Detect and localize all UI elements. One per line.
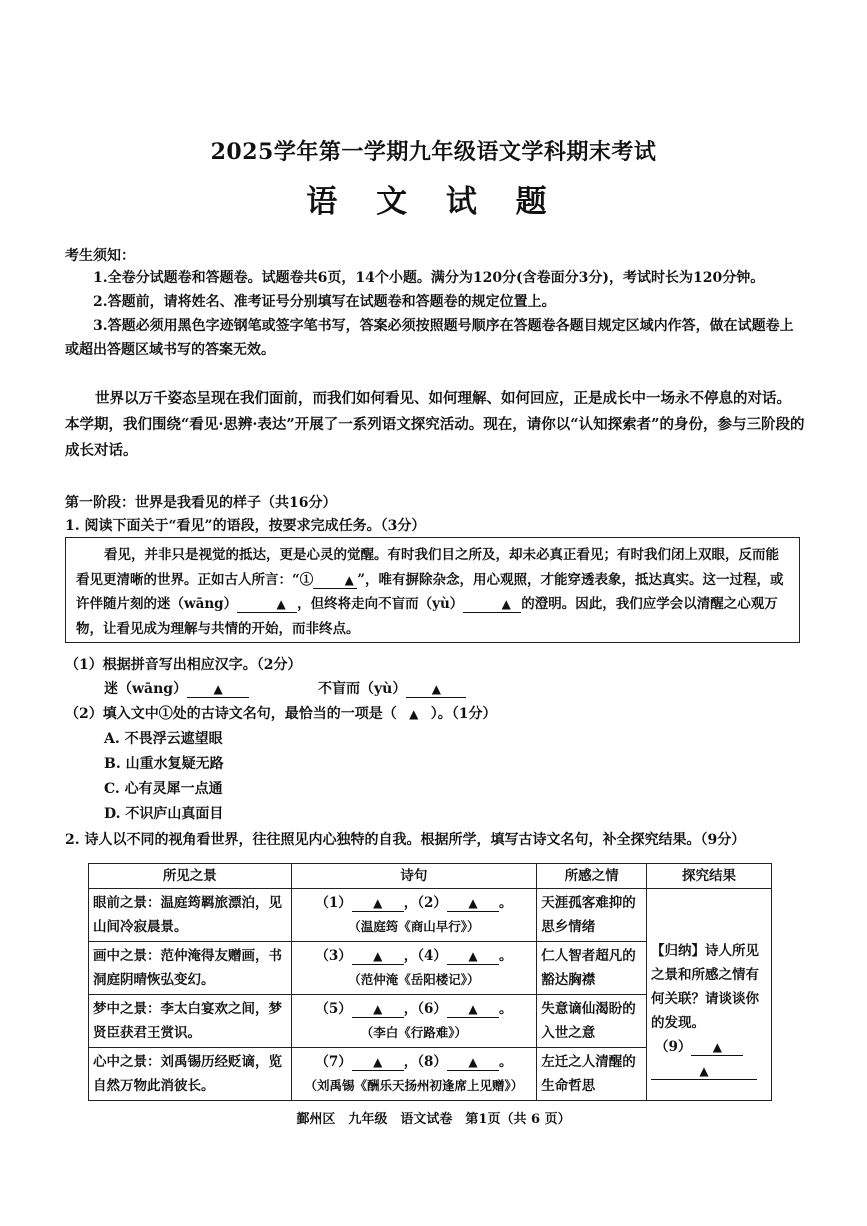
q2-stem: 2. 诗人以不同的视角看世界，往往照见内心独特的自我。根据所学，填写古诗文名句，补全探究结果。（9分）	[65, 832, 746, 848]
col-header: 所见之景	[89, 864, 292, 889]
notice-heading: 考生须知：	[65, 248, 135, 264]
reading-passage-box	[65, 537, 800, 643]
answer-blank[interactable]: ▲	[352, 1001, 404, 1018]
answer-blank[interactable]: ▲	[447, 948, 499, 965]
scene-cell: 梦中之景：李太白宴欢之间，梦贤臣获君王赏识。	[89, 995, 292, 1048]
poem-source: （温庭筠《商山早行》）	[348, 919, 480, 934]
table-row	[89, 889, 772, 942]
answer-blank[interactable]: ▲	[406, 681, 466, 698]
poem-cell: （7） ▲ ，（8） ▲ 。 （刘禹锡《酬乐天扬州初逢席上见赠》）	[291, 1048, 537, 1101]
notice-list	[65, 266, 805, 362]
result-text: 【归纳】诗人所见之景和所感之情有何关联？请谈谈你的发现。	[651, 943, 759, 1031]
exam-title: 2025学年第一学期九年级语文学科期末考试	[210, 139, 657, 165]
q1-sub1-a: 迷（wāng） ▲	[104, 678, 249, 698]
answer-blank[interactable]: ▲	[237, 596, 297, 613]
answer-blank[interactable]: ▲	[691, 1039, 743, 1056]
q1-stem: 1. 阅读下面关于“看见”的语段，按要求完成任务。（3分）	[65, 518, 426, 534]
feeling-cell: 仁人智者超凡的豁达胸襟	[537, 942, 647, 995]
feeling-cell: 天涯孤客难抑的思乡情绪	[537, 889, 647, 942]
answer-blank[interactable]: ▲	[447, 1054, 499, 1071]
answer-blank[interactable]: ▲	[447, 1001, 499, 1018]
exam-subtitle: 语 文 试 题	[306, 184, 561, 220]
answer-blank[interactable]: ▲	[352, 895, 404, 912]
option-a: A. 不畏浮云遮望眼	[104, 731, 223, 747]
answer-blank[interactable]: ▲	[187, 681, 249, 698]
option-c: C. 心有灵犀一点通	[104, 781, 223, 797]
inquiry-table	[88, 863, 772, 1101]
table-header-row	[89, 864, 772, 889]
poem-source: （刘禹锡《酬乐天扬州初逢席上见赠》）	[304, 1078, 524, 1093]
stage1-title: 第一阶段：世界是我看见的样子（共16分）	[65, 495, 337, 511]
poem-source: （李白《行路难》）	[360, 1025, 468, 1040]
option-d: D. 不识庐山真面目	[104, 806, 224, 822]
notice-item: 3.答题必须用黑色字迹钢笔或签字笔书写，答案必须按照题号顺序在答题卷各题目规定区域内作答，做在试题卷上或超出答题区域书写的答案无效。	[65, 318, 794, 358]
choice-blank[interactable]: ▲	[409, 707, 419, 721]
answer-blank[interactable]: ▲	[651, 1063, 757, 1080]
answer-blank[interactable]: ▲	[447, 895, 499, 912]
feeling-cell: 左迁之人清醒的生命哲思	[537, 1048, 647, 1101]
answer-blank[interactable]: ▲	[352, 1054, 404, 1071]
page-footer: 鄞州区 九年级 语文试卷 第1页（共 6 页）	[296, 1112, 571, 1127]
col-header: 探究结果	[647, 864, 772, 889]
q1-sub2-stem: （2）填入文中①处的古诗文名句，最恰当的一项是（ ▲ ）。（1分）	[65, 706, 497, 722]
answer-blank[interactable]: ▲	[313, 572, 357, 589]
answer-blank[interactable]: ▲	[463, 596, 521, 613]
answer-blank[interactable]: ▲	[352, 948, 404, 965]
poem-cell: （5） ▲ ，（6） ▲ 。 （李白《行路难》）	[291, 995, 537, 1048]
q1-sub1-stem: （1）根据拼音写出相应汉字。（2分）	[65, 657, 302, 673]
option-b: B. 山重水复疑无路	[104, 756, 224, 772]
scene-cell: 心中之景：刘禹锡历经贬谪，览自然万物此消彼长。	[89, 1048, 292, 1101]
scene-cell: 眼前之景：温庭筠羁旅漂泊，见山间冷寂晨景。	[89, 889, 292, 942]
q1-sub1-b: 不盲而（yù） ▲	[318, 678, 466, 698]
scene-cell: 画中之景：范仲淹得友赠画，书洞庭阴晴恢弘变幻。	[89, 942, 292, 995]
feeling-cell: 失意谪仙渴盼的入世之意	[537, 995, 647, 1048]
col-header: 所感之情	[537, 864, 647, 889]
reading-passage: 看见，并非只是视觉的抵达，更是心灵的觉醒。有时我们目之所及，却未必真正看见；有时我们闭上双眼，反而能看见更清晰的世界。正如古人所言：“① ▲ ”，唯有摒除杂念，用心观照，才能穿透表象，抵达真实。这一过程，或许伴随片刻的迷（wāng） ▲ ，但终将走向不盲而（yù） ▲ 的澄明。因此，我们应学会以清醒之心观万物，让看见成为理解与共情的开始，而非终点。	[76, 547, 784, 637]
result-cell: 【归纳】诗人所见之景和所感之情有何关联？请谈谈你的发现。 （9） ▲ ▲	[647, 889, 772, 1101]
notice-item: 2.答题前，请将姓名、准考证号分别填写在试题卷和答题卷的规定位置上。	[93, 294, 556, 310]
notice-item: 1.全卷分试题卷和答题卷。试题卷共6页，14个小题。满分为120分(含卷面分3分)，考试时长为120分钟。	[93, 270, 765, 286]
intro-paragraph: 世界以万千姿态呈现在我们面前，而我们如何看见、如何理解、如何回应，正是成长中一场永不停息的对话。本学期，我们围绕“看见·思辨·表达”开展了一系列语文探究活动。现在，请你以“认知探索者”的身份，参与三阶段的成长对话。	[65, 390, 805, 459]
poem-cell: （1） ▲ ，（2） ▲ 。 （温庭筠《商山早行》）	[291, 889, 537, 942]
col-header: 诗句	[291, 864, 537, 889]
poem-source: （范仲淹《岳阳楼记》）	[348, 972, 480, 987]
poem-cell: （3） ▲ ，（4） ▲ 。 （范仲淹《岳阳楼记》）	[291, 942, 537, 995]
